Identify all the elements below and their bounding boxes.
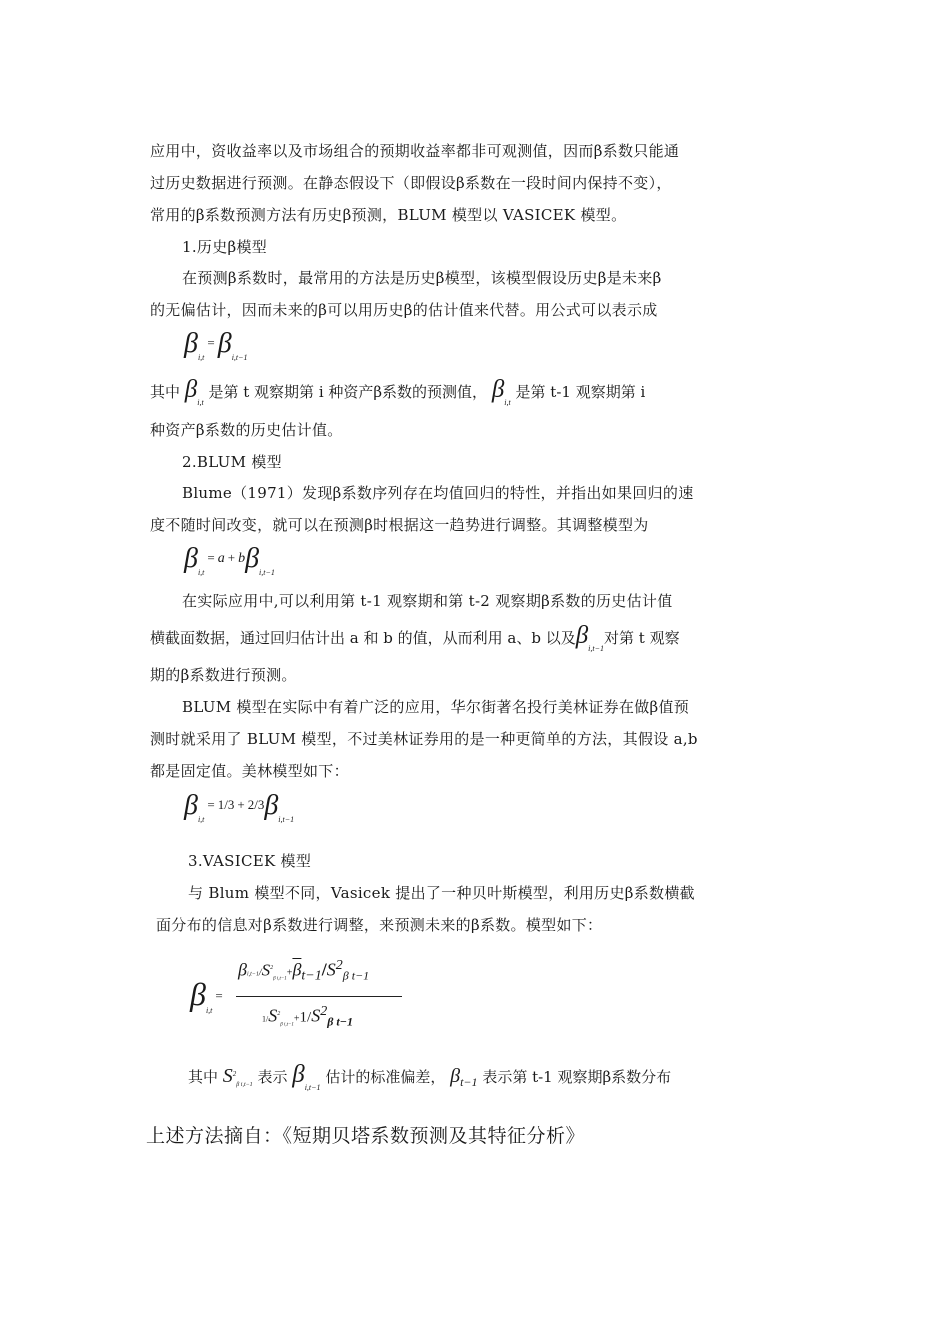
intro-line-3: 常用的β系数预测方法有历史β预测，BLUM 模型以 VASICEK 模型。 xyxy=(150,206,627,224)
s1-para-line-1: 在预测β系数时，最常用的方法是历史β模型，该模型假设历史β是未来β xyxy=(182,269,662,287)
beta-inline-3: $\beta_{i,t-1}$ xyxy=(292,1061,321,1092)
s2-para-line-5: 期的β系数进行预测。 xyxy=(150,666,297,684)
beta-it-inline: $\beta_{i,t}$ xyxy=(184,376,204,407)
s3-where-line: 其中 $S^2_{\beta i,t-1}$ 表示 $\beta_{i,t-1}$ 估计的标准偏差， $\beta_{t-1}$ 表示第 t-1 观察期β系数分布 xyxy=(188,1061,672,1092)
section-1-heading: 1.历史β模型 xyxy=(182,238,268,256)
vasicek-denominator: $1/S^2_{\beta i,t-1}+1/S^2_{\beta t-1}$ xyxy=(262,1004,353,1029)
s3-para-line-2: 面分布的信息对β系数进行调整，来预测未来的β系数。模型如下： xyxy=(156,916,603,934)
beta-inline: $\beta_{i,t-1}$ xyxy=(575,622,604,653)
fraction-bar xyxy=(236,996,402,997)
s2-para-line-3: 在实际应用中,可以利用第 t-1 观察期和第 t-2 观察期β系数的历史估计值 xyxy=(182,592,673,610)
s2-para-line-1: Blume（1971）发现β系数序列存在均值回归的特性，并指出如果回归的速 xyxy=(182,484,694,502)
formula-merrill: $\beta_{i,t}^=$ $^{1/3}$ + $^{2/3}\beta_{i,t-1}$ xyxy=(184,790,295,824)
intro-line-2: 过历史数据进行预测。在静态假设下（即假设β系数在一段时间内保持不变）， xyxy=(150,174,672,192)
beta-t-minus-1-inline: $\beta_{t-1}$ xyxy=(450,1065,478,1089)
vasicek-numerator: $\beta i,t-1/S^2_{\beta i,t-1}+\overline{\beta}_{t-1}/S^2_{\beta t-1}$ xyxy=(238,958,370,984)
formula-blume: $\beta_{i,t}^=$ a + $b\beta_{i,t-1}$ xyxy=(184,543,275,577)
s3-para-line-1: 与 Blum 模型不同，Vasicek 提出了一种贝叶斯模型，利用历史β系数横截 xyxy=(188,884,695,902)
formula-vasicek-lhs: $\beta_{i,t}^=$ xyxy=(190,976,223,1015)
s2-para-line-7: 测时就采用了 BLUM 模型，不过美林证券用的是一种更简单的方法，其假设 a,b xyxy=(150,730,698,748)
beta-symbol: β xyxy=(217,328,232,359)
s1-where-line-2: 种资产β系数的历史估计值。 xyxy=(150,421,343,439)
beta-it-inline-2: $\beta_{i,t}$ xyxy=(491,376,511,407)
source-citation: 上述方法摘自：《短期贝塔系数预测及其特征分析》 xyxy=(146,1125,586,1147)
section-2-heading: 2.BLUM 模型 xyxy=(182,453,282,471)
s2-para-line-6: BLUM 模型在实际中有着广泛的应用，华尔街著名投行美林证券在做β值预 xyxy=(182,698,690,716)
s1-para-line-2: 的无偏估计，因而未来的β可以用历史β的估计值来代替。用公式可以表示成 xyxy=(150,301,658,319)
s2-para-line-8: 都是固定值。美林模型如下： xyxy=(150,762,349,780)
s2-para-line-2: 度不随时间改变，就可以在预测β时根据这一趋势进行调整。其调整模型为 xyxy=(150,516,649,534)
s2-para-line-4: 横截面数据，通过回归估计出 a 和 b 的值，从而利用 a、b 以及$\beta_{i,t-1}$对第 t 观察 xyxy=(150,622,680,653)
s-squared-inline: $S^2_{\beta i,t-1}$ xyxy=(222,1065,253,1088)
intro-line-1: 应用中，资收益率以及市场组合的预期收益率都非可观测值，因而β系数只能通 xyxy=(150,142,680,160)
section-3-heading: 3.VASICEK 模型 xyxy=(188,852,312,870)
beta-symbol: β xyxy=(184,328,198,359)
s1-where-line: 其中 $\beta_{i,t}$ 是第 t 观察期第 i 种资产β系数的预测值， $\beta_{i,t}$ 是第 t-1 观察期第 i xyxy=(150,376,646,407)
formula-historical-beta: $\beta_{i,t}^=$ $\beta_{i,t-1}$ xyxy=(184,328,248,362)
